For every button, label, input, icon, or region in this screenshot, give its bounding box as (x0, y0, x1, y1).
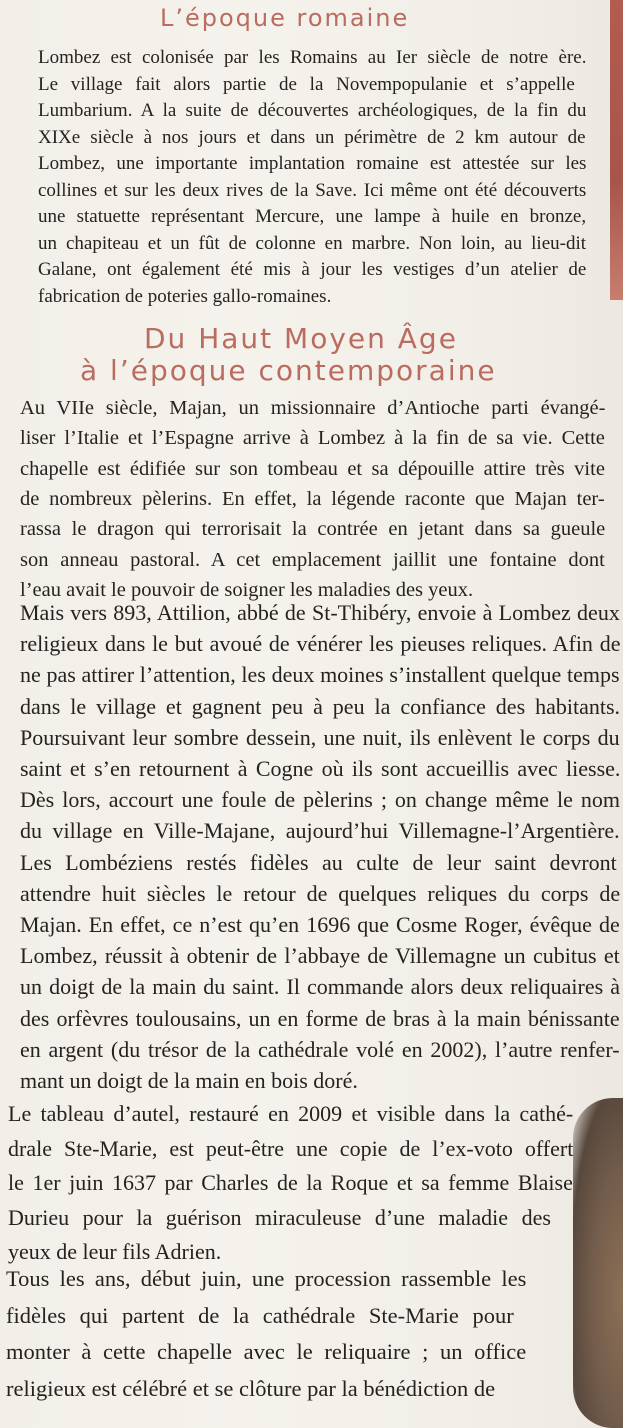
majan-text-line: son anneau pastoral. A cet emplacement jaillit une fontaine dont (20, 548, 605, 571)
tableau-text-line: yeux de leur fils Adrien. (8, 1239, 222, 1264)
attilion-text-line: Mais vers 893, Attilion, abbé de St-Thibéry, envoie à Lombez deux (20, 600, 620, 625)
attilion-text-line: Lombez, réussit à obtenir de l’abbaye de Villemagne un cubitus et (20, 943, 620, 969)
attilion-text-line: mant un doigt de la main en bois doré. (20, 1068, 358, 1093)
majan-text-line: rassa le dragon qui terrorisait la contrée en jetant dans sa gueule (20, 518, 606, 541)
attilion-text-line: dans le village et gagnent peu à peu la confiance des habitants. (20, 693, 621, 719)
majan-text-line: chapelle est édifiée sur son tombeau et sa dépouille attire très vite (20, 457, 605, 480)
majan-text-line: liser l’Italie et l’Espagne arrive à Lombez à la fin de sa vie. Cette (20, 427, 605, 450)
roman-text-line: Galane, ont également été mis à jour les vestiges d’un atelier de (38, 259, 587, 280)
heading-roman-era: L’époque romaine (160, 4, 410, 32)
tableau-text-line: Le tableau d’autel, restauré en 2009 et visible dans la cathé- (8, 1101, 574, 1126)
attilion-text-line: ne pas attirer l’attention, les deux moines s’installent quelque temps (20, 662, 620, 688)
stone-sculpture-edge (573, 1098, 623, 1428)
tableau-text-line: drale Ste-Marie, est peut-être une copie de l’ex-voto offert (8, 1135, 574, 1161)
red-edge-stripe (610, 0, 623, 300)
tableau-text-line: le 1er juin 1637 par Charles de la Roque et sa femme Blaise (8, 1170, 573, 1195)
procession-text-line: fidèles qui partent de la cathédrale Ste-Marie pour (6, 1302, 514, 1328)
heading-middle-ages-line1: Du Haut Moyen Âge (144, 322, 458, 355)
attilion-text-line: du village en Ville-Majane, aujourd’hui Villemagne-l’Argentière. (20, 818, 620, 844)
majan-text-line: l’eau avait le pouvoir de soigner les maladies des yeux. (20, 578, 474, 601)
roman-text-line: Lumbarium. A la suite de découvertes archéologiques, de la fin du (38, 100, 587, 121)
attilion-text-line: Majan. En effet, ce n’est qu’en 1696 que Cosme Roger, évêque de (20, 912, 620, 937)
attilion-text-line: attendre huit siècles le retour de quelques reliques du corps de (20, 880, 621, 906)
roman-text-line: une statuette représentant Mercure, une lampe à huile en bronze, (38, 206, 587, 227)
roman-text-line: Le village fait alors partie de la Novempopulanie et s’appelle (38, 73, 575, 95)
heading-middle-ages-line2: à l’époque contemporaine (80, 354, 497, 387)
attilion-text-line: Poursuivant leur sombre dessein, une nuit, ils enlèvent le corps du (20, 724, 620, 750)
roman-text-line: collines et sur les deux rives de la Save. Ici même ont été découverts (38, 179, 587, 201)
tableau-text-line: Durieu pour la guérison miraculeuse d’une maladie des (8, 1204, 551, 1230)
roman-text-line: Lombez est colonisée par les Romains au Ier siècle de notre ère. (38, 47, 587, 68)
roman-text-line: fabrication de poteries gallo-romaines. (38, 285, 332, 307)
attilion-text-line: saint et s’en retournent à Cogne où ils sont accueillis avec liesse. (20, 756, 621, 781)
roman-text-line: XIXe siècle à nos jours et dans un périmètre de 2 km autour de (38, 126, 586, 148)
procession-text-line: monter à cette chapelle avec le reliquaire ; un office (6, 1339, 527, 1364)
roman-text-line: un chapiteau et un fût de colonne en marbre. Non loin, au lieu-dit (38, 232, 587, 254)
attilion-text-line: un doigt de la main du saint. Il commande alors deux reliquaires à (20, 974, 621, 1000)
attilion-text-line: Dès lors, accourt une foule de pèlerins ; on change même le nom (20, 787, 620, 813)
majan-text-line: Au VIIe siècle, Majan, un missionnaire d’Antioche parti évangé- (20, 397, 606, 419)
attilion-text-line: religieux dans le but avoué de vénérer les pieuses reliques. Afin de (20, 631, 621, 657)
attilion-text-line: en argent (du trésor de la cathédrale volé en 2002), l’autre renfer- (20, 1036, 620, 1062)
attilion-text-line: Les Lombéziens restés fidèles au culte de leur saint devront (20, 849, 617, 875)
attilion-text-line: des orfèvres toulousains, un en forme de bras à la main bénissante (20, 1005, 620, 1031)
roman-text-line: Lombez, une importante implantation romaine est attestée sur les (38, 153, 587, 174)
procession-text-line: religieux est célébré et se clôture par la bénédiction de (6, 1375, 496, 1401)
majan-text-line: de nombreux pèlerins. En effet, la légende raconte que Majan ter- (20, 487, 605, 510)
procession-text-line: Tous les ans, début juin, une procession rassemble les (6, 1266, 527, 1291)
